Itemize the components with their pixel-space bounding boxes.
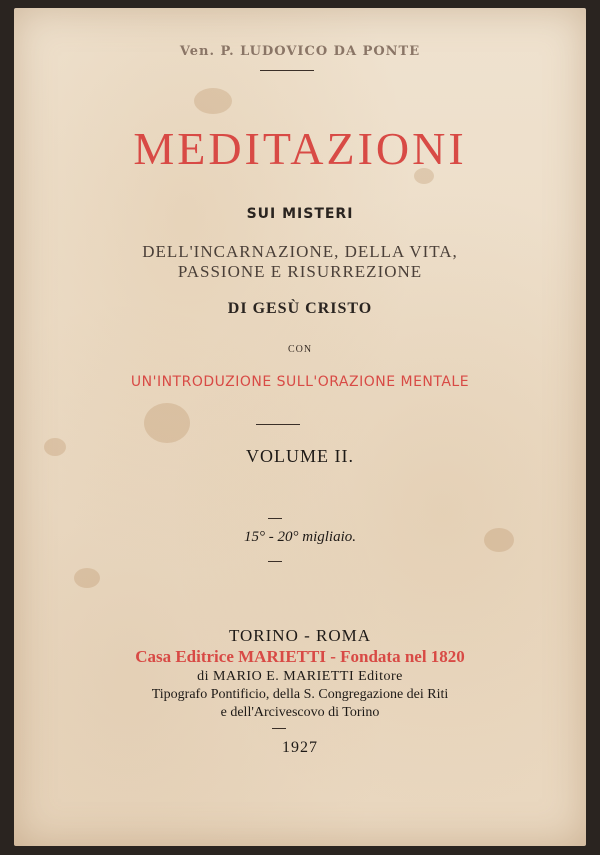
author-name: Ven. P. LUDOVICO DA PONTE	[179, 44, 421, 59]
printing-divider-top	[268, 518, 282, 519]
publisher-city: TORINO - ROMA	[228, 626, 372, 645]
archbishop-line: e dell'Arcivescovo di Torino	[220, 705, 380, 720]
printing-divider-bottom	[268, 561, 282, 562]
publisher-name: Casa Editrice MARIETTI - Fondata nel 1820	[135, 647, 465, 666]
topic-line-2: PASSIONE E RISURREZIONE	[177, 262, 423, 281]
book-title: MEDITAZIONI	[133, 123, 467, 174]
foxing-stain	[74, 568, 100, 588]
book-subtitle: SUI MISTERI	[246, 206, 354, 222]
introduction-line: UN'INTRODUZIONE SULL'ORAZIONE MENTALE	[130, 374, 470, 390]
printer-line: Tipografo Pontificio, della S. Congregazione dei Riti	[151, 687, 449, 702]
editor-line: di MARIO E. MARIETTI Editore	[197, 669, 403, 684]
book-title-page	[14, 8, 586, 846]
publication-year: 1927	[282, 739, 318, 756]
volume-number: VOLUME II.	[246, 446, 354, 466]
imprint-divider	[272, 728, 286, 729]
author-divider	[260, 70, 314, 71]
foxing-stain	[144, 403, 190, 443]
subject-line: DI GESÙ CRISTO	[227, 300, 373, 317]
foxing-stain	[194, 88, 232, 114]
conjunction: CON	[287, 344, 313, 355]
printing-run: 15° - 20° migliaio.	[244, 529, 356, 545]
topic-line-1: DELL'INCARNAZIONE, DELLA VITA,	[142, 242, 458, 261]
volume-divider	[256, 424, 300, 425]
